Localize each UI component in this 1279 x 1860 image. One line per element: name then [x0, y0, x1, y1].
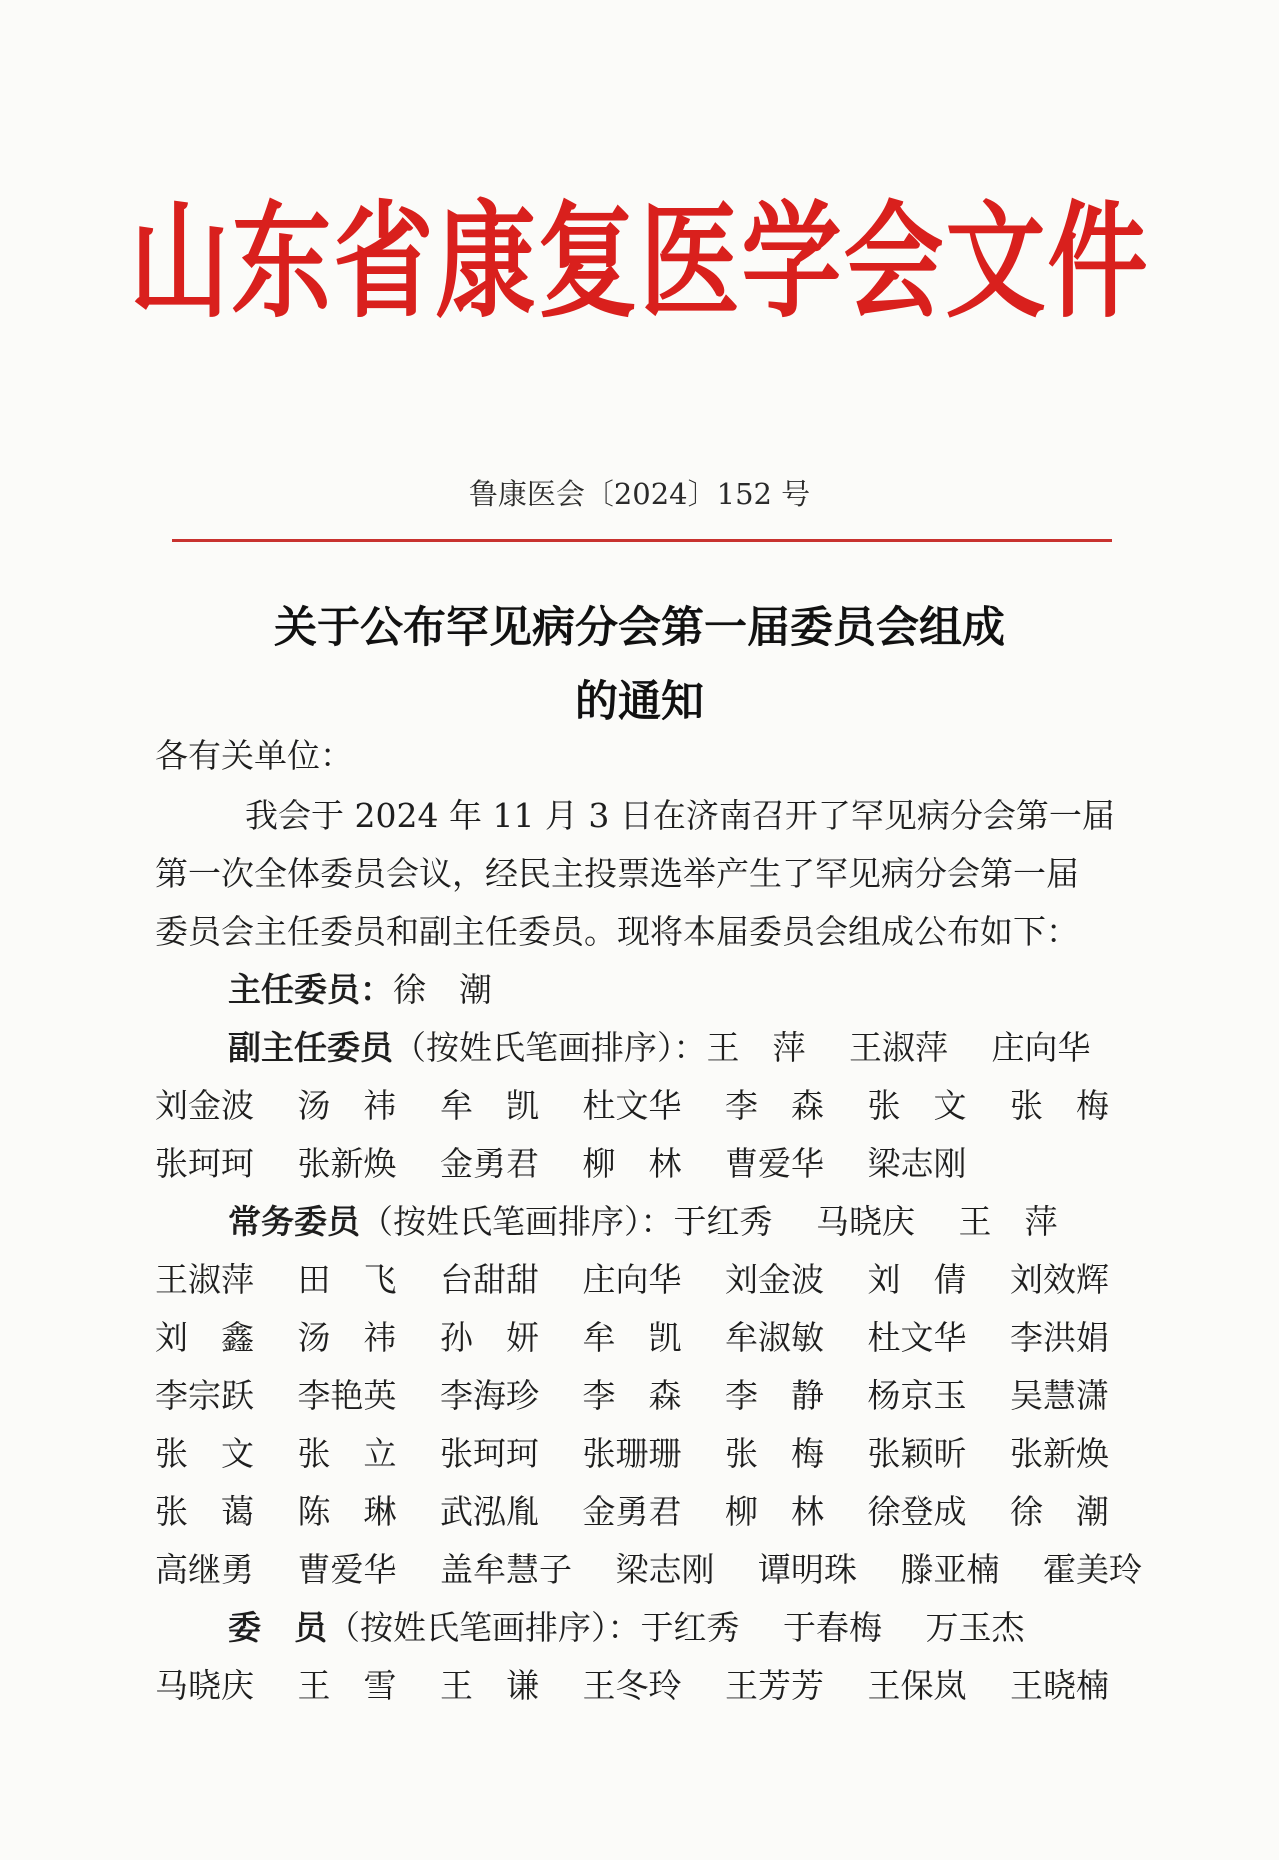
- members-first-line: 于红秀 于春梅 万玉杰: [640, 1608, 1025, 1647]
- standing-members-line: 张 文 张 立 张珂珂 张珊珊 张 梅 张颖昕 张新焕: [155, 1434, 1109, 1473]
- vice-chairs-first-line: 王 萍 王淑萍 庄向华: [706, 1028, 1091, 1067]
- members-note: （按姓氏笔画排序）：: [327, 1608, 641, 1647]
- members-line: 马晓庆 王 雪 王 谦 王冬玲 王芳芳 王保岚 王晓楠: [155, 1666, 1109, 1705]
- standing-members-label: 常务委员: [228, 1202, 360, 1241]
- vice-chairs-line: 张珂珂 张新焕 金勇君 柳 林 曹爱华 梁志刚: [155, 1144, 967, 1183]
- vice-chairs-line: 刘金波 汤 祎 牟 凯 杜文华 李 森 张 文 张 梅: [155, 1086, 1109, 1125]
- salutation: 各有关单位：: [155, 736, 353, 775]
- chair-label: 主任委员：: [228, 970, 393, 1009]
- standing-members-line: 王淑萍 田 飞 台甜甜 庄向华 刘金波 刘 倩 刘效辉: [155, 1260, 1109, 1299]
- standing-members-row: [228, 1196, 1057, 1243]
- vice-chairs-label: 副主任委员: [228, 1028, 393, 1067]
- standing-members-first-line: 于红秀 马晓庆 王 萍: [673, 1202, 1058, 1241]
- vice-chairs-row: [228, 1022, 1090, 1069]
- chair-row: [228, 964, 492, 1011]
- document-number: 鲁康医会〔2024〕152 号: [468, 477, 811, 511]
- standing-members-line: 高继勇 曹爱华 盖牟慧子 梁志刚 谭明珠 滕亚楠 霍美玲: [155, 1550, 1142, 1589]
- chair-name: 徐 潮: [393, 970, 492, 1009]
- notice-title-line1: 关于公布罕见病分会第一届委员会组成: [274, 603, 1005, 653]
- standing-members-note: （按姓氏笔画排序）：: [360, 1202, 674, 1241]
- body-line-1: 我会于 2024 年 11 月 3 日在济南召开了罕见病分会第一届: [245, 796, 1115, 835]
- standing-members-line: 刘 鑫 汤 祎 孙 妍 牟 凯 牟淑敏 杜文华 李洪娟: [155, 1318, 1109, 1357]
- standing-members-line: 张 蔼 陈 琳 武泓胤 金勇君 柳 林 徐登成 徐 潮: [155, 1492, 1109, 1531]
- members-row: [228, 1602, 1024, 1649]
- members-label: 委 员: [228, 1608, 327, 1647]
- notice-title-line2: 的通知: [575, 677, 704, 727]
- standing-members-line: 李宗跃 李艳英 李海珍 李 森 李 静 杨京玉 吴慧潇: [155, 1376, 1109, 1415]
- org-header-title: 山东省康复医学会文件: [129, 188, 1150, 335]
- vice-chairs-note: （按姓氏笔画排序）：: [393, 1028, 707, 1067]
- body-line-3: 委员会主任委员和副主任委员。现将本届委员会组成公布如下：: [155, 912, 1079, 951]
- red-divider-line: [172, 539, 1112, 542]
- body-line-2: 第一次全体委员会议，经民主投票选举产生了罕见病分会第一届: [155, 854, 1079, 893]
